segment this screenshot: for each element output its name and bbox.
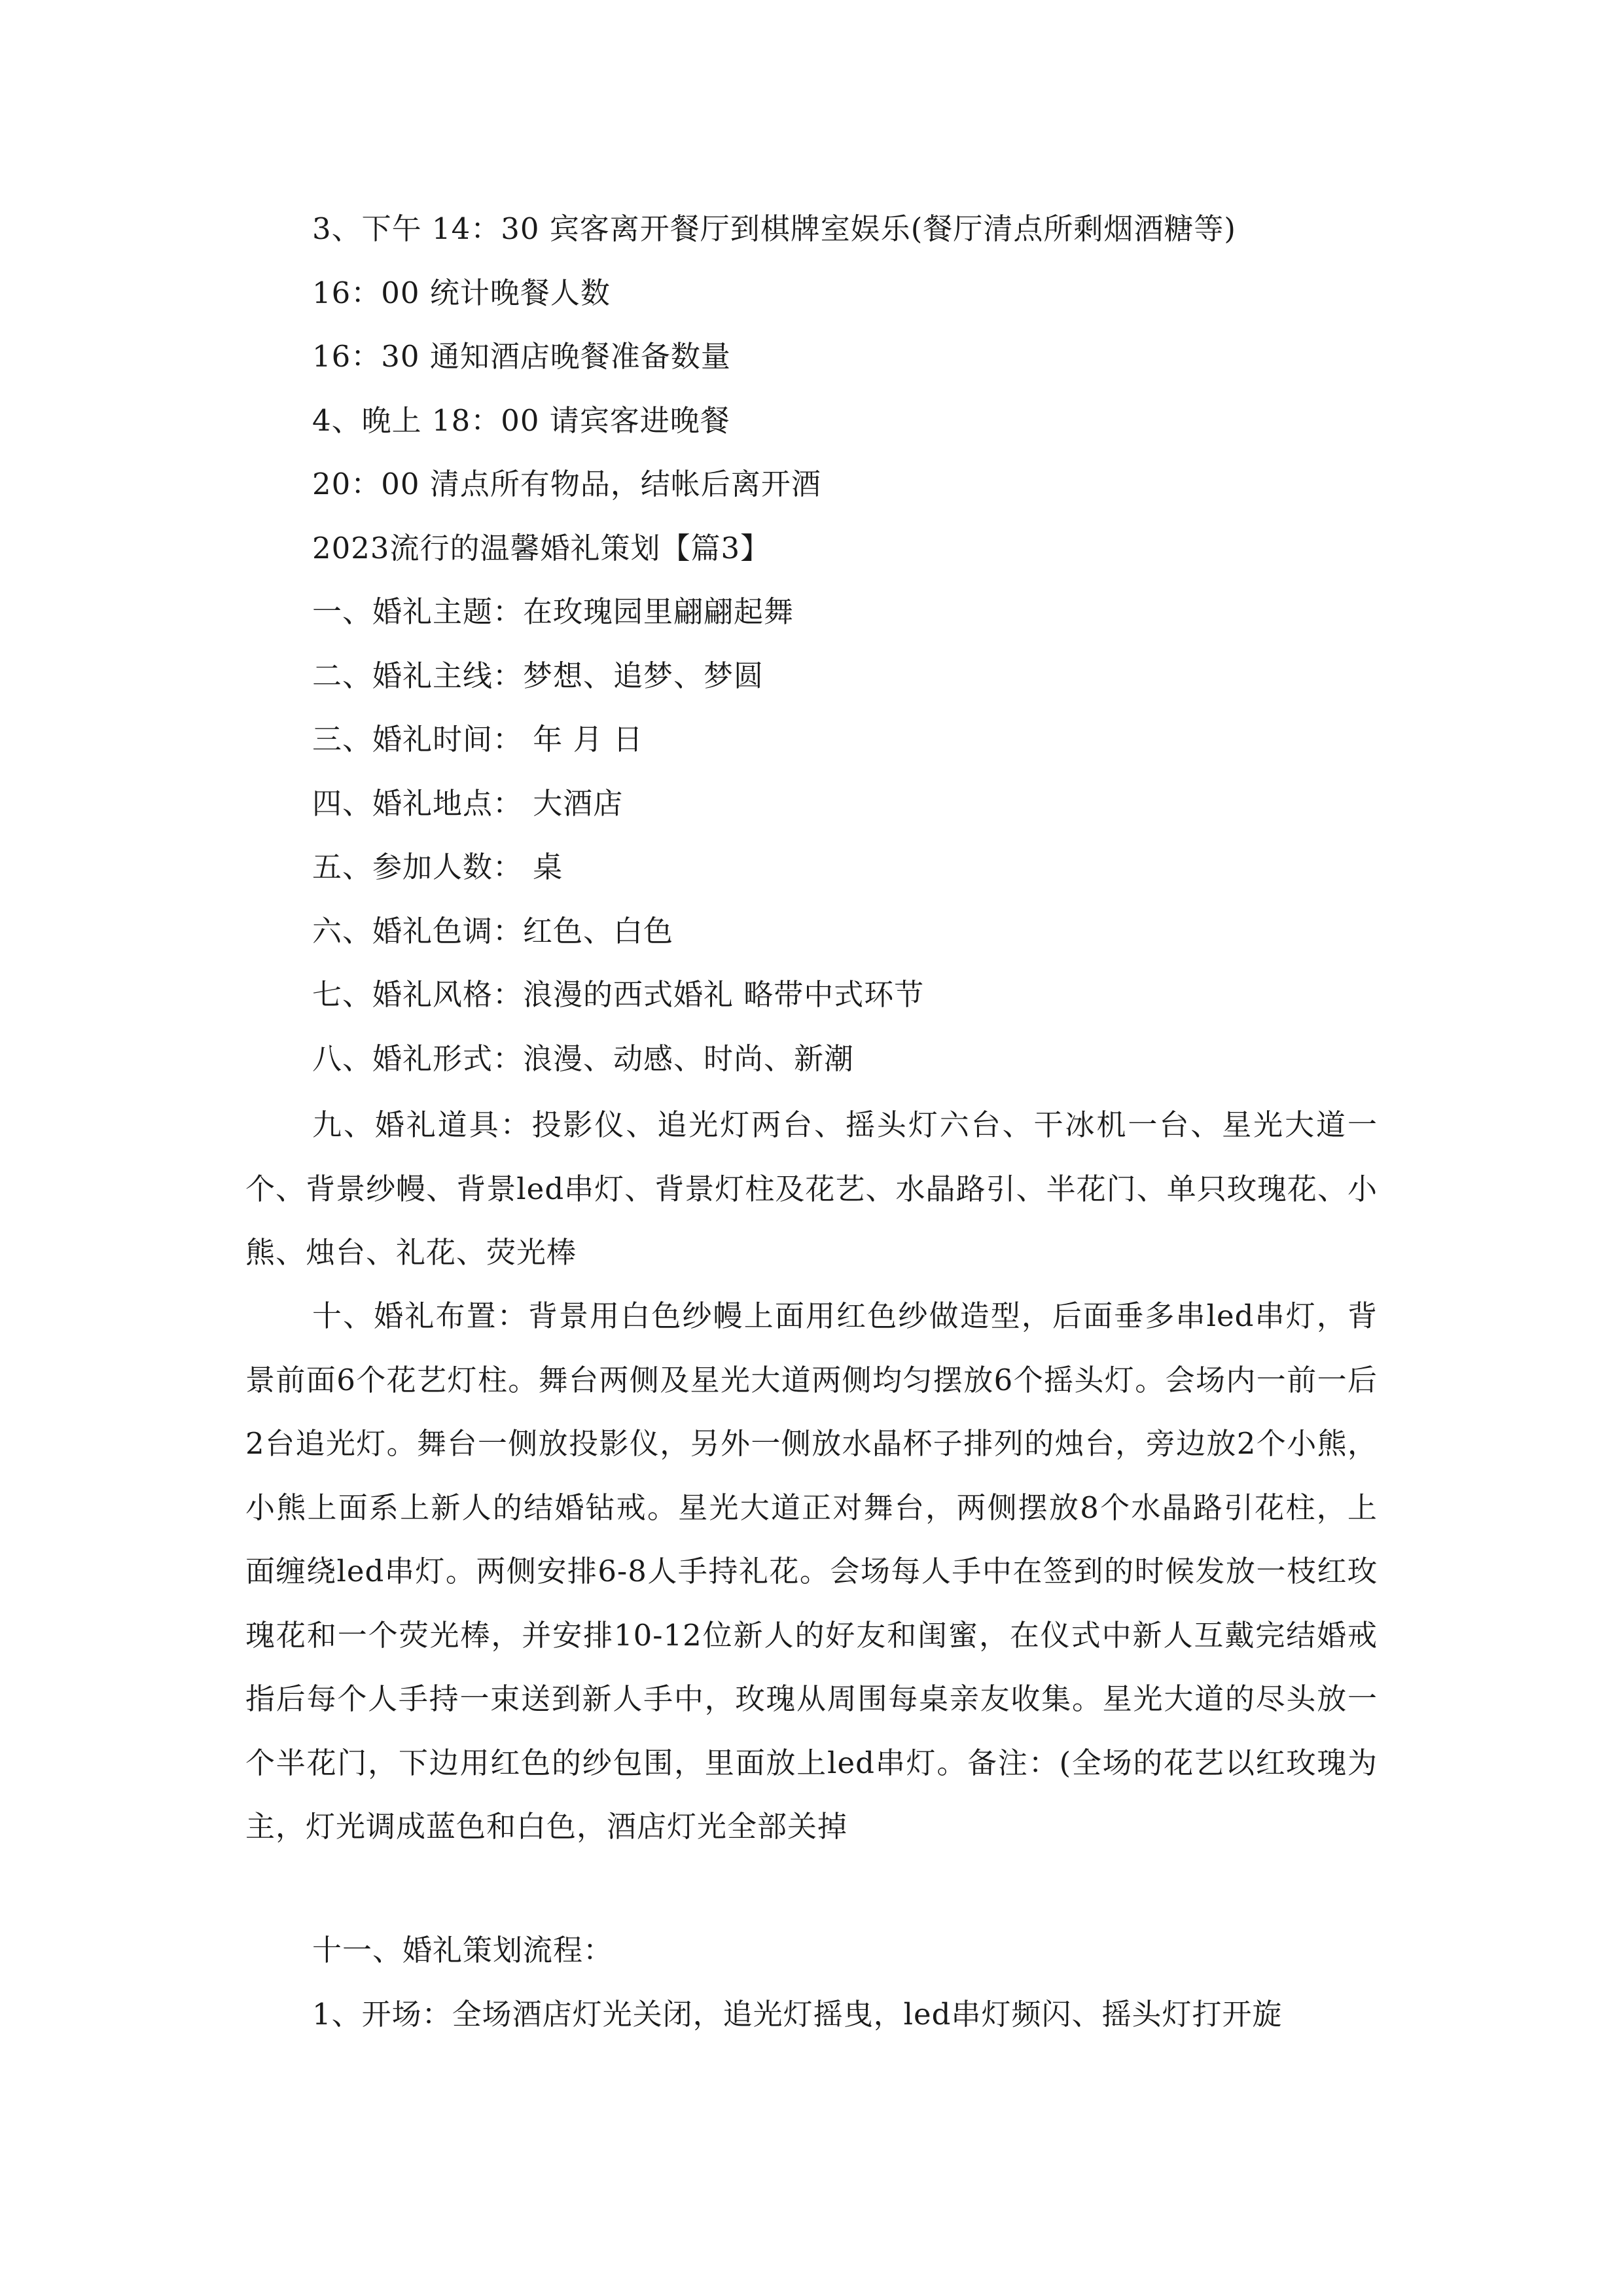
text-line-count-dinner: 16：00 统计晚餐人数 [312,276,611,310]
process-heading: 十一、婚礼策划流程： [312,1933,614,1967]
wedding-theme: 一、婚礼主题：在玫瑰园里翩翩起舞 [312,594,794,629]
wedding-form: 八、婚礼形式：浪漫、动感、时尚、新潮 [312,1041,855,1076]
section-heading: 2023流行的温馨婚礼策划【篇3】 [312,531,771,565]
text-line-checkout: 20：00 清点所有物品，结帐后离开酒 [312,467,821,501]
wedding-props-paragraph: 九、婚礼道具：投影仪、追光灯两台、摇头灯六台、干冰机一台、星光大道一个、背景纱幔、背景led串灯、背景灯柱及花艺、水晶路引、半花门、单只玫瑰花、小熊、烛台、礼花、荧光棒 [245,1107,1378,1270]
text-line-evening-dinner: 4、晚上 18：00 请宾客进晚餐 [312,403,730,438]
wedding-style: 七、婚礼风格：浪漫的西式婚礼 略带中式环节 [312,977,925,1012]
text-line-afternoon-entertainment: 3、下午 14：30 宾客离开餐厅到棋牌室娱乐(餐厅清点所剩烟酒糖等) [312,211,1236,246]
wedding-colors: 六、婚礼色调：红色、白色 [312,914,674,948]
text-line-notify-hotel: 16：30 通知酒店晚餐准备数量 [312,339,731,374]
wedding-time: 三、婚礼时间： 年 月 日 [312,722,643,757]
wedding-layout-paragraph: 十、婚礼布置：背景用白色纱幔上面用红色纱做造型，后面垂多串led串灯，背景前面6个花艺灯柱。舞台两侧及星光大道两侧均匀摆放6个摇头灯。会场内一前一后2台追光灯。舞台一侧放投影仪，另外一侧放水晶杯子排列的烛台，旁边放2个小熊，小熊上面系上新人的结婚钻戒。星光大道正对舞台，两侧摆放8个水晶路引花柱，上面缠绕led串灯。两侧安排6-8人手持礼花。会场每人手中在签到的时候发放一枝红玫瑰花和一个荧光棒，并安排10-12位新人的好友和闺蜜，在仪式中新人互戴完结婚戒指后每个人手持一束送到新人手中，玫瑰从周围每桌亲友收集。星光大道的尽头放一个半花门，下边用红色的纱包围，里面放上led串灯。备注：(全场的花艺以红玫瑰为主，灯光调成蓝色和白色，酒店灯光全部关掉 [245,1299,1378,1844]
wedding-venue: 四、婚礼地点： 大酒店 [312,786,624,821]
guest-count: 五、参加人数： 桌 [312,850,563,884]
wedding-mainline: 二、婚礼主线：梦想、追梦、梦圆 [312,658,764,693]
opening-line: 1、开场：全场酒店灯光关闭，追光灯摇曳，led串灯频闪、摇头灯打开旋 [312,1997,1283,2032]
